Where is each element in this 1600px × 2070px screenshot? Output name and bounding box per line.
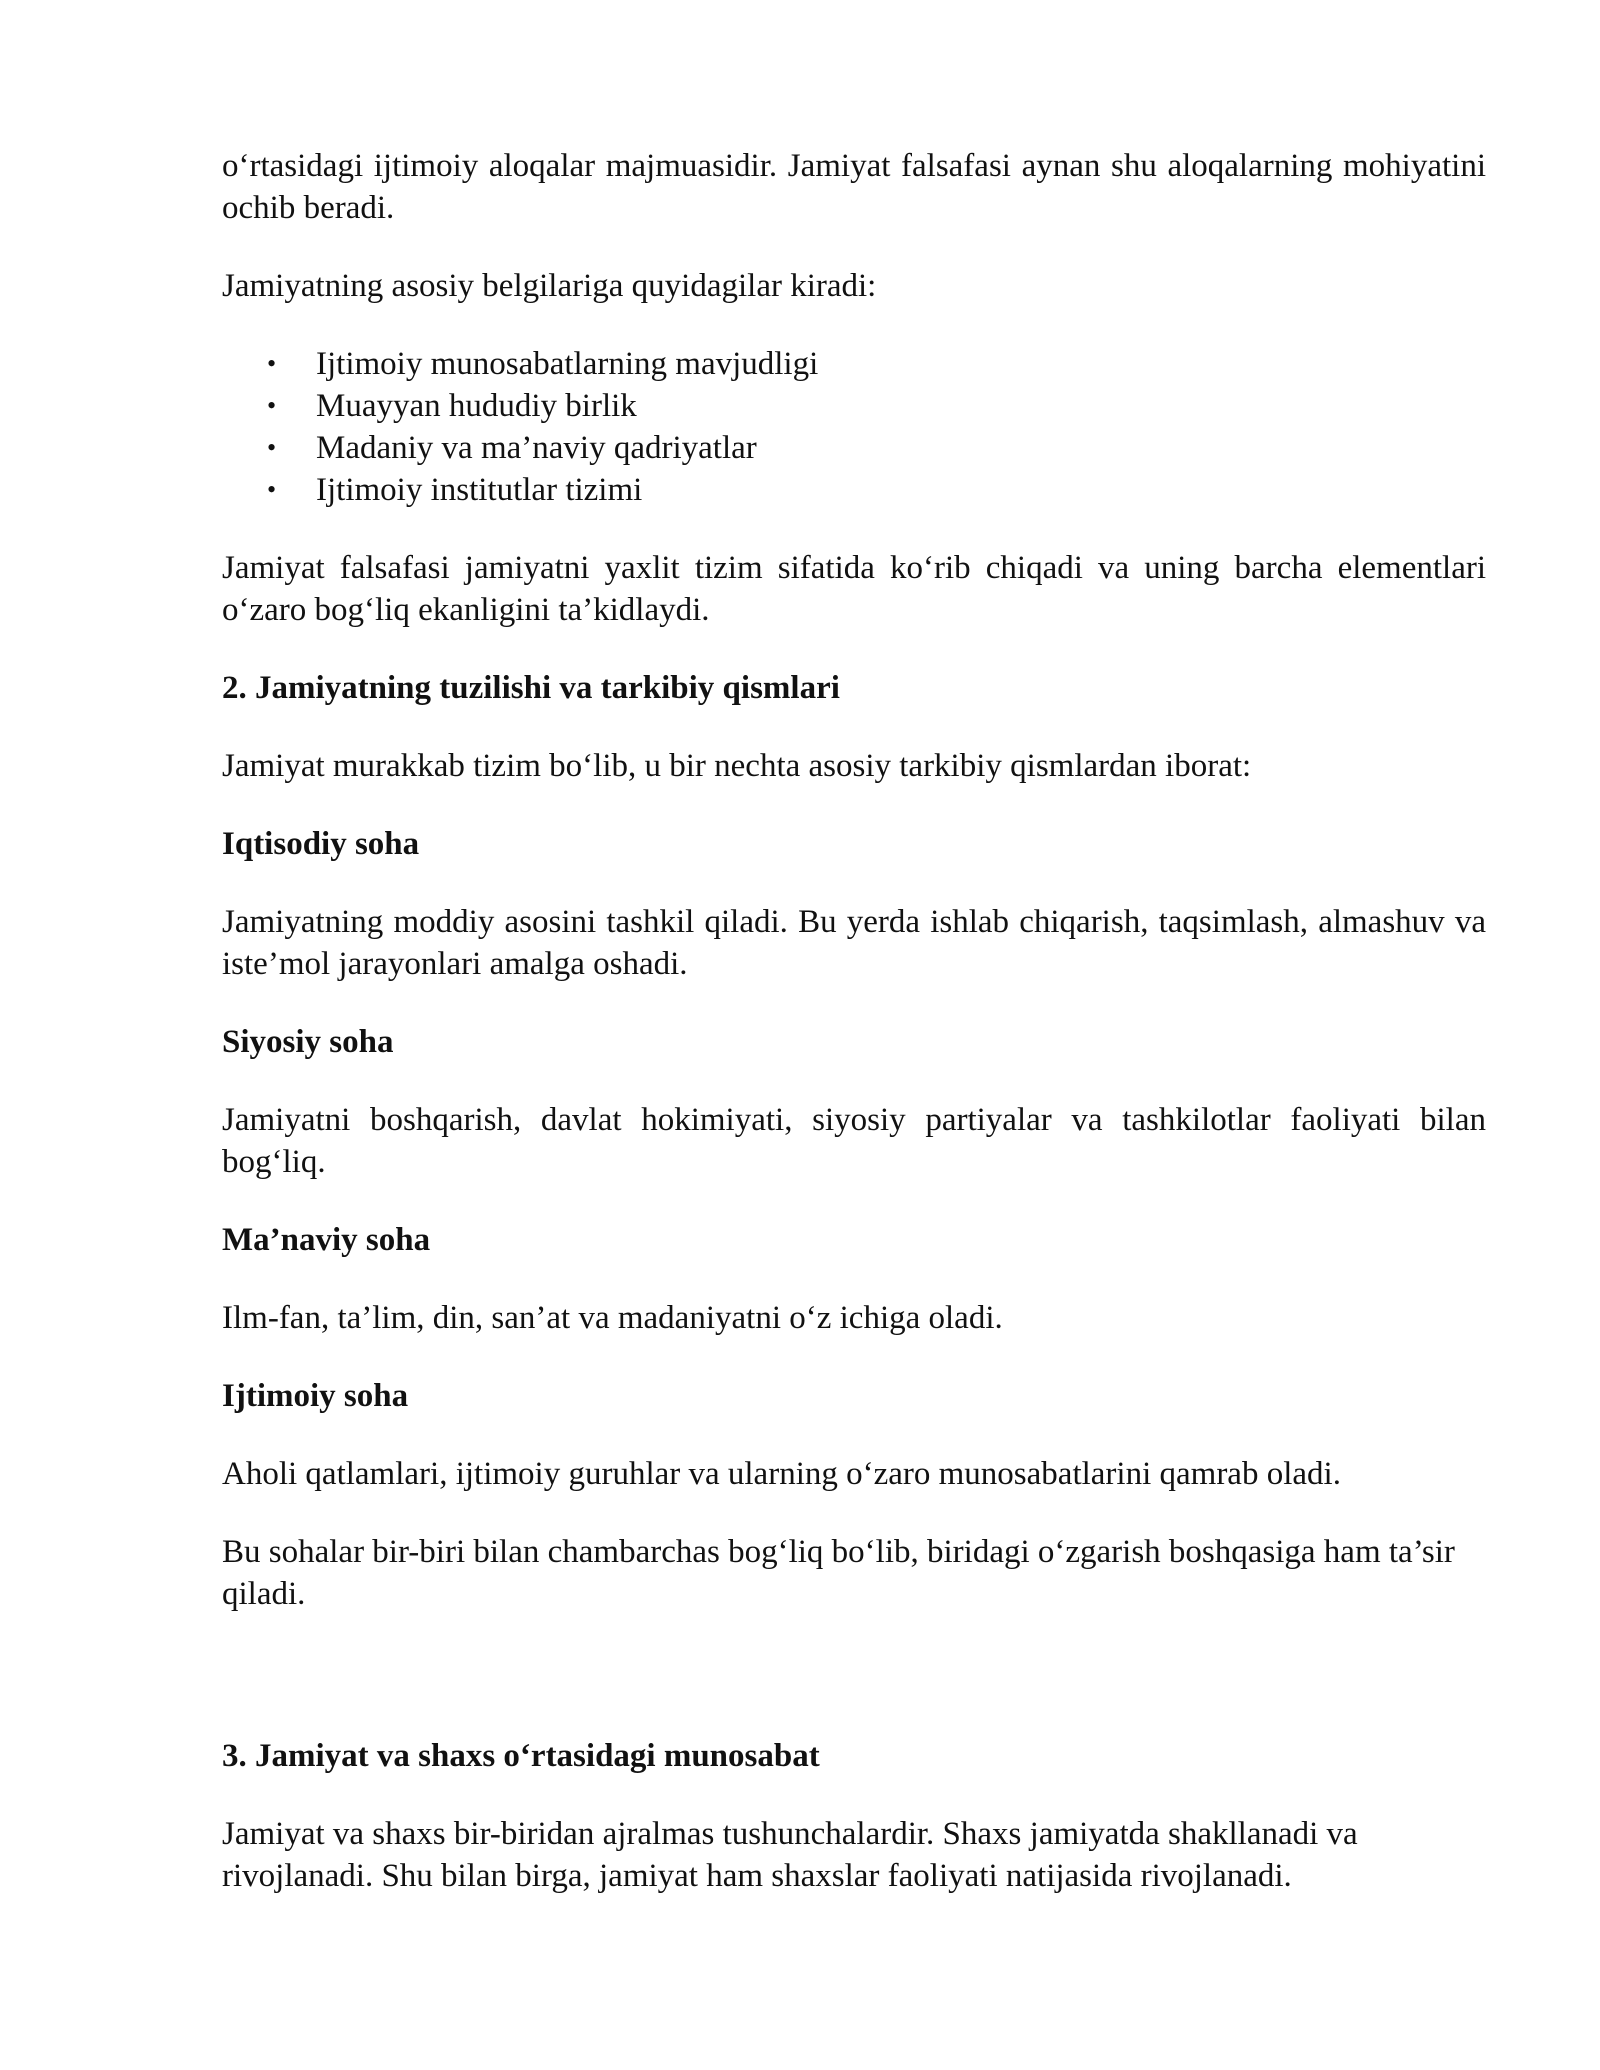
list-item — [267, 469, 1486, 511]
sphere-heading-political: Siyosiy soha — [222, 1024, 394, 1060]
sphere-text-economic: Jamiyatning moddiy asosini tashkil qiladi. Bu yerda ishlab chiqarish, taqsimlash, almashuv va iste’mol jarayonlari amalga oshadi. — [222, 904, 1486, 982]
bullet-icon: • — [267, 433, 277, 462]
list-item — [267, 385, 1486, 427]
list-item-text: Ijtimoiy institutlar tizimi — [316, 472, 643, 508]
sphere-heading-spiritual: Ma’naviy soha — [222, 1222, 431, 1258]
list-item-text: Ijtimoiy munosabatlarning mavjudligi — [316, 346, 819, 382]
sphere-heading-social: Ijtimoiy soha — [222, 1378, 409, 1414]
sphere-text-political: Jamiyatni boshqarish, davlat hokimiyati, siyosiy partiyalar va tashkilotlar faoliyati bilan bog‘liq. — [222, 1102, 1486, 1180]
section-2-heading: 2. Jamiyatning tuzilishi va tarkibiy qismlari — [222, 670, 840, 706]
bullet-icon: • — [267, 391, 277, 420]
list-item — [267, 427, 1486, 469]
bullet-icon: • — [267, 475, 277, 504]
intro-paragraph: o‘rtasidagi ijtimoiy aloqalar majmuasidir. Jamiyat falsafasi aynan shu aloqalarning mohiyatini ochib beradi. — [222, 148, 1486, 226]
list-item — [267, 343, 1486, 385]
list-item-text: Muayyan hududiy birlik — [316, 388, 637, 424]
sphere-text-social: Aholi qatlamlari, ijtimoiy guruhlar va ularning o‘zaro munosabatlarini qamrab oladi. — [222, 1456, 1341, 1492]
list-item-text: Madaniy va ma’naviy qadriyatlar — [316, 430, 757, 466]
section-2-conclusion: Bu sohalar bir-biri bilan chambarchas bog‘liq bo‘lib, biridagi o‘zgarish boshqasiga ham ta’sir qiladi. — [222, 1534, 1455, 1612]
bullet-icon: • — [267, 349, 277, 378]
sphere-text-spiritual: Ilm-fan, ta’lim, din, san’at va madaniyatni o‘z ichiga oladi. — [222, 1300, 1003, 1336]
sphere-heading-economic: Iqtisodiy soha — [222, 826, 420, 862]
section-3-text: Jamiyat va shaxs bir-biridan ajralmas tushunchalardir. Shaxs jamiyatda shakllanadi va rivojlanadi. Shu bilan birga, jamiyat ham shaxslar faoliyati natijasida rivojlanadi. — [222, 1816, 1358, 1894]
features-lead: Jamiyatning asosiy belgilariga quyidagilar kiradi: — [222, 268, 877, 304]
section-3-heading: 3. Jamiyat va shaxs o‘rtasidagi munosabat — [222, 1738, 820, 1774]
document-page — [222, 145, 1486, 1897]
features-list — [222, 343, 1486, 511]
features-conclusion: Jamiyat falsafasi jamiyatni yaxlit tizim sifatida ko‘rib chiqadi va uning barcha elementlari o‘zaro bog‘liq ekanligini ta’kidlaydi. — [222, 550, 1486, 628]
section-2-lead: Jamiyat murakkab tizim bo‘lib, u bir nechta asosiy tarkibiy qismlardan iborat: — [222, 748, 1252, 784]
